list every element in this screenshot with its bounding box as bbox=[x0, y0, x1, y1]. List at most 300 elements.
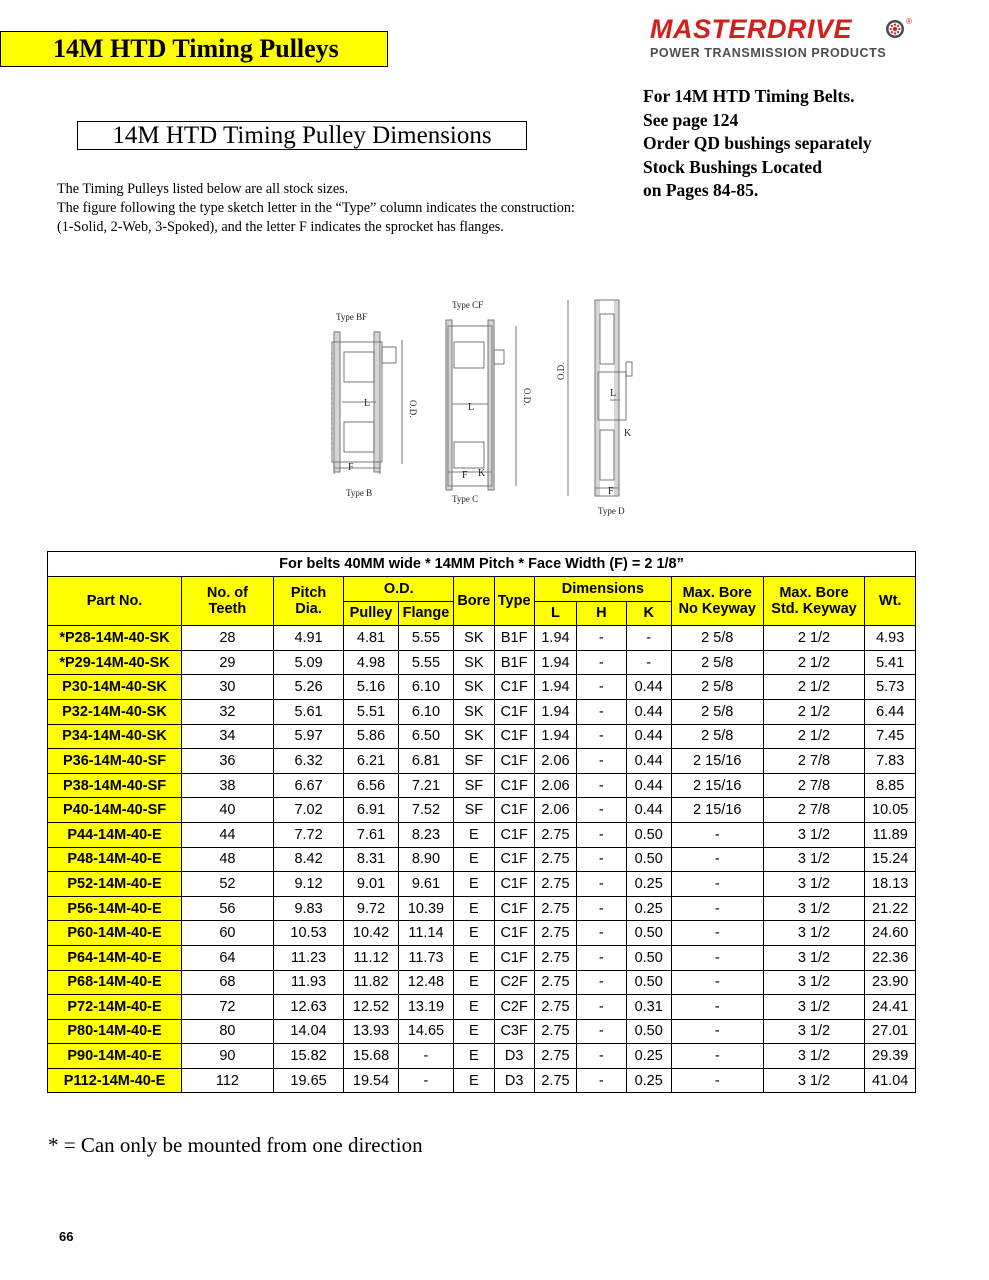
cell-od-pulley: 5.86 bbox=[344, 724, 398, 749]
cell-type: C1F bbox=[494, 699, 534, 724]
cell-part-no: *P28-14M-40-SK bbox=[48, 626, 182, 651]
cell-part-no: P60-14M-40-E bbox=[48, 921, 182, 946]
ordering-notes bbox=[643, 85, 872, 203]
label-l-d: L bbox=[610, 388, 617, 399]
table-row bbox=[48, 626, 916, 651]
cell-max-bore-no-keyway: - bbox=[671, 1019, 763, 1044]
table-row bbox=[48, 872, 916, 897]
cell-dim-k: 0.50 bbox=[626, 945, 671, 970]
cell-dim-k: 0.50 bbox=[626, 847, 671, 872]
cell-bore: SK bbox=[454, 626, 494, 651]
label-type-b: Type B bbox=[346, 488, 373, 498]
label-f-d: F bbox=[608, 486, 614, 497]
cell-part-no: *P29-14M-40-SK bbox=[48, 650, 182, 675]
cell-pitch-dia: 11.23 bbox=[273, 945, 344, 970]
cell-type: C1F bbox=[494, 896, 534, 921]
cell-weight: 15.24 bbox=[865, 847, 916, 872]
cell-od-flange: 12.48 bbox=[398, 970, 453, 995]
cell-dim-l: 2.75 bbox=[534, 822, 576, 847]
cell-type: C1F bbox=[494, 945, 534, 970]
header-max-bore-no-keyway: Max. Bore No Keyway bbox=[671, 577, 763, 626]
header-dimensions: Dimensions bbox=[534, 577, 671, 602]
cell-max-bore-std-keyway: 2 7/8 bbox=[763, 773, 865, 798]
cell-bore: SF bbox=[454, 798, 494, 823]
cell-teeth: 90 bbox=[182, 1044, 274, 1069]
cell-od-flange: 7.21 bbox=[398, 773, 453, 798]
cell-weight: 22.36 bbox=[865, 945, 916, 970]
pulley-type-sketches bbox=[320, 292, 660, 522]
label-type-cf: Type CF bbox=[452, 300, 484, 310]
cell-bore: E bbox=[454, 921, 494, 946]
cell-max-bore-no-keyway: - bbox=[671, 847, 763, 872]
cell-max-bore-no-keyway: 2 5/8 bbox=[671, 724, 763, 749]
cell-dim-l: 2.75 bbox=[534, 995, 576, 1020]
table-row bbox=[48, 1068, 916, 1093]
cell-dim-k: 0.44 bbox=[626, 675, 671, 700]
cell-max-bore-no-keyway: 2 5/8 bbox=[671, 650, 763, 675]
cell-dim-h: - bbox=[577, 970, 626, 995]
logo-brand-text: MASTERDRIVE bbox=[650, 14, 853, 44]
header-h: H bbox=[577, 601, 626, 626]
cell-dim-l: 2.75 bbox=[534, 872, 576, 897]
cell-dim-l: 2.75 bbox=[534, 847, 576, 872]
cell-teeth: 30 bbox=[182, 675, 274, 700]
table-row bbox=[48, 945, 916, 970]
cell-max-bore-std-keyway: 2 7/8 bbox=[763, 749, 865, 774]
header-teeth: No. of Teeth bbox=[182, 577, 274, 626]
table-banner: For belts 40MM wide * 14MM Pitch * Face Width (F) = 2 1/8” bbox=[48, 552, 916, 577]
cell-teeth: 32 bbox=[182, 699, 274, 724]
cell-dim-l: 2.75 bbox=[534, 945, 576, 970]
cell-bore: E bbox=[454, 1044, 494, 1069]
cell-pitch-dia: 6.32 bbox=[273, 749, 344, 774]
cell-teeth: 112 bbox=[182, 1068, 274, 1093]
cell-max-bore-std-keyway: 2 1/2 bbox=[763, 675, 865, 700]
cell-part-no: P64-14M-40-E bbox=[48, 945, 182, 970]
cell-od-flange: - bbox=[398, 1068, 453, 1093]
header-pitch-dia: Pitch Dia. bbox=[273, 577, 344, 626]
cell-max-bore-no-keyway: 2 5/8 bbox=[671, 675, 763, 700]
cell-dim-l: 1.94 bbox=[534, 699, 576, 724]
table-row bbox=[48, 822, 916, 847]
table-row bbox=[48, 650, 916, 675]
note-line: on Pages 84-85. bbox=[643, 180, 759, 200]
note-line: Order QD bushings separately bbox=[643, 133, 872, 153]
cell-dim-l: 1.94 bbox=[534, 675, 576, 700]
table-row bbox=[48, 699, 916, 724]
cell-part-no: P112-14M-40-E bbox=[48, 1068, 182, 1093]
cell-od-pulley: 13.93 bbox=[344, 1019, 398, 1044]
cell-max-bore-std-keyway: 3 1/2 bbox=[763, 822, 865, 847]
cell-od-flange: 11.14 bbox=[398, 921, 453, 946]
cell-part-no: P72-14M-40-E bbox=[48, 995, 182, 1020]
cell-max-bore-no-keyway: - bbox=[671, 1044, 763, 1069]
cell-type: D3 bbox=[494, 1044, 534, 1069]
note-line: For 14M HTD Timing Belts. bbox=[643, 86, 855, 106]
cell-dim-l: 1.94 bbox=[534, 724, 576, 749]
cell-max-bore-std-keyway: 3 1/2 bbox=[763, 970, 865, 995]
cell-dim-h: - bbox=[577, 749, 626, 774]
cell-dim-l: 1.94 bbox=[534, 650, 576, 675]
cell-part-no: P52-14M-40-E bbox=[48, 872, 182, 897]
cell-dim-l: 1.94 bbox=[534, 626, 576, 651]
cell-dim-k: 0.25 bbox=[626, 1044, 671, 1069]
intro-line: The Timing Pulleys listed below are all stock sizes. bbox=[57, 181, 349, 197]
label-od-b: O.D. bbox=[408, 400, 418, 418]
cell-dim-h: - bbox=[577, 699, 626, 724]
table-row bbox=[48, 724, 916, 749]
cell-od-pulley: 6.21 bbox=[344, 749, 398, 774]
cell-od-flange: 5.55 bbox=[398, 626, 453, 651]
cell-max-bore-std-keyway: 2 1/2 bbox=[763, 724, 865, 749]
cell-weight: 8.85 bbox=[865, 773, 916, 798]
cell-pitch-dia: 19.65 bbox=[273, 1068, 344, 1093]
cell-type: D3 bbox=[494, 1068, 534, 1093]
cell-weight: 7.83 bbox=[865, 749, 916, 774]
cell-dim-h: - bbox=[577, 1019, 626, 1044]
note-line: Stock Bushings Located bbox=[643, 156, 822, 177]
cell-dim-k: 0.44 bbox=[626, 798, 671, 823]
cell-dim-l: 2.06 bbox=[534, 773, 576, 798]
cell-dim-k: 0.25 bbox=[626, 872, 671, 897]
logo-subtitle: POWER TRANSMISSION PRODUCTS bbox=[650, 46, 887, 60]
cell-part-no: P80-14M-40-E bbox=[48, 1019, 182, 1044]
cell-pitch-dia: 11.93 bbox=[273, 970, 344, 995]
cell-od-flange: 7.52 bbox=[398, 798, 453, 823]
cell-max-bore-no-keyway: 2 15/16 bbox=[671, 749, 763, 774]
cell-bore: E bbox=[454, 970, 494, 995]
cell-max-bore-no-keyway: - bbox=[671, 945, 763, 970]
cell-od-pulley: 19.54 bbox=[344, 1068, 398, 1093]
cell-max-bore-no-keyway: 2 5/8 bbox=[671, 699, 763, 724]
cell-teeth: 38 bbox=[182, 773, 274, 798]
table-row bbox=[48, 675, 916, 700]
cell-dim-k: 0.44 bbox=[626, 699, 671, 724]
cell-weight: 5.41 bbox=[865, 650, 916, 675]
cell-pitch-dia: 6.67 bbox=[273, 773, 344, 798]
cell-max-bore-std-keyway: 2 7/8 bbox=[763, 798, 865, 823]
header-wt: Wt. bbox=[865, 577, 916, 626]
cell-od-pulley: 9.01 bbox=[344, 872, 398, 897]
cell-dim-k: - bbox=[626, 626, 671, 651]
cell-pitch-dia: 5.97 bbox=[273, 724, 344, 749]
cell-part-no: P56-14M-40-E bbox=[48, 896, 182, 921]
cell-od-pulley: 7.61 bbox=[344, 822, 398, 847]
cell-max-bore-std-keyway: 2 1/2 bbox=[763, 699, 865, 724]
cell-max-bore-std-keyway: 3 1/2 bbox=[763, 945, 865, 970]
cell-dim-h: - bbox=[577, 995, 626, 1020]
cell-od-pulley: 6.91 bbox=[344, 798, 398, 823]
brand-logo bbox=[648, 14, 913, 64]
page-number: 66 bbox=[59, 1229, 74, 1244]
cell-teeth: 52 bbox=[182, 872, 274, 897]
cell-part-no: P38-14M-40-SF bbox=[48, 773, 182, 798]
cell-weight: 18.13 bbox=[865, 872, 916, 897]
cell-weight: 10.05 bbox=[865, 798, 916, 823]
table-row bbox=[48, 995, 916, 1020]
table-row bbox=[48, 970, 916, 995]
cell-dim-k: 0.25 bbox=[626, 1068, 671, 1093]
cell-part-no: P40-14M-40-SF bbox=[48, 798, 182, 823]
cell-bore: E bbox=[454, 995, 494, 1020]
cell-pitch-dia: 12.63 bbox=[273, 995, 344, 1020]
cell-type: C1F bbox=[494, 773, 534, 798]
cell-od-pulley: 12.52 bbox=[344, 995, 398, 1020]
cell-max-bore-no-keyway: - bbox=[671, 921, 763, 946]
cell-teeth: 60 bbox=[182, 921, 274, 946]
cell-max-bore-std-keyway: 3 1/2 bbox=[763, 1068, 865, 1093]
cell-pitch-dia: 10.53 bbox=[273, 921, 344, 946]
cell-od-flange: 6.81 bbox=[398, 749, 453, 774]
cell-od-pulley: 5.16 bbox=[344, 675, 398, 700]
cell-part-no: P90-14M-40-E bbox=[48, 1044, 182, 1069]
table-row bbox=[48, 749, 916, 774]
cell-pitch-dia: 15.82 bbox=[273, 1044, 344, 1069]
label-k-c: K bbox=[478, 468, 486, 479]
intro-line: The figure following the type sketch letter in the “Type” column indicates the construction: bbox=[57, 200, 575, 216]
cell-max-bore-std-keyway: 3 1/2 bbox=[763, 847, 865, 872]
cell-od-flange: 11.73 bbox=[398, 945, 453, 970]
cell-type: C1F bbox=[494, 675, 534, 700]
cell-type: C1F bbox=[494, 798, 534, 823]
cell-od-flange: 9.61 bbox=[398, 872, 453, 897]
cell-pitch-dia: 7.02 bbox=[273, 798, 344, 823]
cell-pitch-dia: 9.83 bbox=[273, 896, 344, 921]
cell-type: B1F bbox=[494, 626, 534, 651]
cell-max-bore-no-keyway: - bbox=[671, 995, 763, 1020]
header-l: L bbox=[534, 601, 576, 626]
cell-dim-k: 0.50 bbox=[626, 822, 671, 847]
cell-dim-k: 0.44 bbox=[626, 724, 671, 749]
header-bore: Bore bbox=[454, 577, 494, 626]
cell-dim-k: - bbox=[626, 650, 671, 675]
cell-dim-h: - bbox=[577, 945, 626, 970]
cell-dim-l: 2.75 bbox=[534, 896, 576, 921]
cell-bore: SK bbox=[454, 675, 494, 700]
cell-max-bore-no-keyway: - bbox=[671, 1068, 763, 1093]
cell-type: C2F bbox=[494, 970, 534, 995]
cell-max-bore-no-keyway: - bbox=[671, 896, 763, 921]
cell-bore: SK bbox=[454, 724, 494, 749]
cell-od-flange: 5.55 bbox=[398, 650, 453, 675]
cell-part-no: P44-14M-40-E bbox=[48, 822, 182, 847]
cell-max-bore-no-keyway: - bbox=[671, 872, 763, 897]
table-body bbox=[48, 626, 916, 1093]
cell-weight: 21.22 bbox=[865, 896, 916, 921]
cell-dim-k: 0.50 bbox=[626, 921, 671, 946]
cell-dim-l: 2.75 bbox=[534, 1019, 576, 1044]
cell-type: B1F bbox=[494, 650, 534, 675]
cell-weight: 4.93 bbox=[865, 626, 916, 651]
table-row bbox=[48, 1044, 916, 1069]
cell-bore: E bbox=[454, 896, 494, 921]
cell-weight: 29.39 bbox=[865, 1044, 916, 1069]
cell-bore: SF bbox=[454, 749, 494, 774]
cell-dim-k: 0.25 bbox=[626, 896, 671, 921]
cell-bore: E bbox=[454, 872, 494, 897]
label-k-d: K bbox=[624, 428, 632, 439]
cell-type: C3F bbox=[494, 1019, 534, 1044]
cell-od-pulley: 11.12 bbox=[344, 945, 398, 970]
cell-weight: 5.73 bbox=[865, 675, 916, 700]
cell-part-no: P30-14M-40-SK bbox=[48, 675, 182, 700]
cell-dim-h: - bbox=[577, 896, 626, 921]
cell-teeth: 72 bbox=[182, 995, 274, 1020]
cell-teeth: 28 bbox=[182, 626, 274, 651]
cell-dim-k: 0.50 bbox=[626, 1019, 671, 1044]
cell-dim-l: 2.75 bbox=[534, 970, 576, 995]
cell-od-pulley: 4.81 bbox=[344, 626, 398, 651]
cell-pitch-dia: 5.09 bbox=[273, 650, 344, 675]
cell-teeth: 80 bbox=[182, 1019, 274, 1044]
gear-icon bbox=[885, 19, 905, 39]
cell-type: C1F bbox=[494, 749, 534, 774]
table-row bbox=[48, 773, 916, 798]
cell-weight: 24.60 bbox=[865, 921, 916, 946]
page-title-banner bbox=[0, 31, 388, 67]
cell-dim-k: 0.44 bbox=[626, 749, 671, 774]
cell-od-flange: 6.10 bbox=[398, 699, 453, 724]
label-type-bf: Type BF bbox=[336, 312, 368, 322]
cell-teeth: 36 bbox=[182, 749, 274, 774]
cell-bore: E bbox=[454, 1068, 494, 1093]
cell-dim-k: 0.31 bbox=[626, 995, 671, 1020]
cell-pitch-dia: 5.61 bbox=[273, 699, 344, 724]
header-type: Type bbox=[494, 577, 534, 626]
header-flange: Flange bbox=[398, 601, 453, 626]
cell-max-bore-std-keyway: 3 1/2 bbox=[763, 921, 865, 946]
label-od-c: O.D. bbox=[522, 388, 532, 406]
cell-type: C1F bbox=[494, 822, 534, 847]
label-od-d: O.D. bbox=[556, 362, 566, 380]
cell-dim-h: - bbox=[577, 847, 626, 872]
cell-od-flange: 6.10 bbox=[398, 675, 453, 700]
cell-bore: SK bbox=[454, 650, 494, 675]
cell-od-flange: 13.19 bbox=[398, 995, 453, 1020]
cell-max-bore-std-keyway: 3 1/2 bbox=[763, 1044, 865, 1069]
cell-part-no: P32-14M-40-SK bbox=[48, 699, 182, 724]
cell-dim-k: 0.44 bbox=[626, 773, 671, 798]
note-line: See page 124 bbox=[643, 109, 739, 130]
table-row bbox=[48, 896, 916, 921]
cell-weight: 6.44 bbox=[865, 699, 916, 724]
cell-dim-l: 2.75 bbox=[534, 1044, 576, 1069]
page-title: 14M HTD Timing Pulleys bbox=[53, 34, 339, 63]
cell-teeth: 29 bbox=[182, 650, 274, 675]
cell-od-pulley: 6.56 bbox=[344, 773, 398, 798]
footnote: * = Can only be mounted from one direction bbox=[48, 1133, 423, 1157]
cell-dim-h: - bbox=[577, 650, 626, 675]
cell-type: C1F bbox=[494, 921, 534, 946]
cell-bore: SF bbox=[454, 773, 494, 798]
cell-type: C1F bbox=[494, 847, 534, 872]
cell-max-bore-std-keyway: 3 1/2 bbox=[763, 872, 865, 897]
registered-mark: ® bbox=[906, 17, 912, 26]
label-l-b: L bbox=[364, 398, 371, 409]
cell-teeth: 48 bbox=[182, 847, 274, 872]
cell-max-bore-std-keyway: 2 1/2 bbox=[763, 650, 865, 675]
cell-pitch-dia: 14.04 bbox=[273, 1019, 344, 1044]
table-row bbox=[48, 1019, 916, 1044]
cell-od-pulley: 9.72 bbox=[344, 896, 398, 921]
cell-dim-h: - bbox=[577, 724, 626, 749]
cell-bore: E bbox=[454, 1019, 494, 1044]
cell-dim-h: - bbox=[577, 1044, 626, 1069]
cell-max-bore-no-keyway: 2 15/16 bbox=[671, 773, 763, 798]
cell-dim-l: 2.75 bbox=[534, 1068, 576, 1093]
cell-bore: E bbox=[454, 945, 494, 970]
cell-dim-l: 2.06 bbox=[534, 798, 576, 823]
cell-pitch-dia: 7.72 bbox=[273, 822, 344, 847]
cell-weight: 11.89 bbox=[865, 822, 916, 847]
cell-od-pulley: 5.51 bbox=[344, 699, 398, 724]
table-row bbox=[48, 847, 916, 872]
cell-teeth: 68 bbox=[182, 970, 274, 995]
cell-weight: 27.01 bbox=[865, 1019, 916, 1044]
cell-pitch-dia: 4.91 bbox=[273, 626, 344, 651]
cell-max-bore-no-keyway: 2 5/8 bbox=[671, 626, 763, 651]
cell-od-flange: - bbox=[398, 1044, 453, 1069]
cell-teeth: 44 bbox=[182, 822, 274, 847]
intro-text bbox=[57, 180, 575, 237]
table-row bbox=[48, 798, 916, 823]
cell-teeth: 34 bbox=[182, 724, 274, 749]
cell-weight: 7.45 bbox=[865, 724, 916, 749]
label-f-b: F bbox=[348, 462, 354, 473]
cell-od-pulley: 10.42 bbox=[344, 921, 398, 946]
cell-max-bore-no-keyway: 2 15/16 bbox=[671, 798, 763, 823]
intro-line: (1-Solid, 2-Web, 3-Spoked), and the letter F indicates the sprocket has flanges. bbox=[57, 219, 504, 235]
header-od: O.D. bbox=[344, 577, 454, 602]
cell-type: C1F bbox=[494, 872, 534, 897]
cell-pitch-dia: 5.26 bbox=[273, 675, 344, 700]
cell-od-pulley: 11.82 bbox=[344, 970, 398, 995]
cell-pitch-dia: 9.12 bbox=[273, 872, 344, 897]
cell-bore: SK bbox=[454, 699, 494, 724]
cell-part-no: P34-14M-40-SK bbox=[48, 724, 182, 749]
header-pulley: Pulley bbox=[344, 601, 398, 626]
cell-part-no: P36-14M-40-SF bbox=[48, 749, 182, 774]
section-title: 14M HTD Timing Pulley Dimensions bbox=[77, 121, 527, 150]
cell-max-bore-std-keyway: 3 1/2 bbox=[763, 1019, 865, 1044]
cell-teeth: 56 bbox=[182, 896, 274, 921]
cell-dim-l: 2.75 bbox=[534, 921, 576, 946]
cell-type: C1F bbox=[494, 724, 534, 749]
cell-weight: 23.90 bbox=[865, 970, 916, 995]
cell-od-flange: 10.39 bbox=[398, 896, 453, 921]
cell-type: C2F bbox=[494, 995, 534, 1020]
cell-teeth: 64 bbox=[182, 945, 274, 970]
cell-max-bore-no-keyway: - bbox=[671, 970, 763, 995]
cell-weight: 24.41 bbox=[865, 995, 916, 1020]
cell-dim-k: 0.50 bbox=[626, 970, 671, 995]
cell-od-flange: 6.50 bbox=[398, 724, 453, 749]
cell-dim-l: 2.06 bbox=[534, 749, 576, 774]
header-max-bore-std-keyway: Max. Bore Std. Keyway bbox=[763, 577, 865, 626]
cell-od-flange: 8.23 bbox=[398, 822, 453, 847]
cell-dim-h: - bbox=[577, 773, 626, 798]
cell-pitch-dia: 8.42 bbox=[273, 847, 344, 872]
cell-od-pulley: 15.68 bbox=[344, 1044, 398, 1069]
cell-part-no: P48-14M-40-E bbox=[48, 847, 182, 872]
header-part-no: Part No. bbox=[48, 577, 182, 626]
cell-od-flange: 8.90 bbox=[398, 847, 453, 872]
cell-bore: E bbox=[454, 847, 494, 872]
label-type-c: Type C bbox=[452, 494, 479, 504]
cell-dim-h: - bbox=[577, 872, 626, 897]
cell-dim-h: - bbox=[577, 921, 626, 946]
cell-dim-h: - bbox=[577, 1068, 626, 1093]
